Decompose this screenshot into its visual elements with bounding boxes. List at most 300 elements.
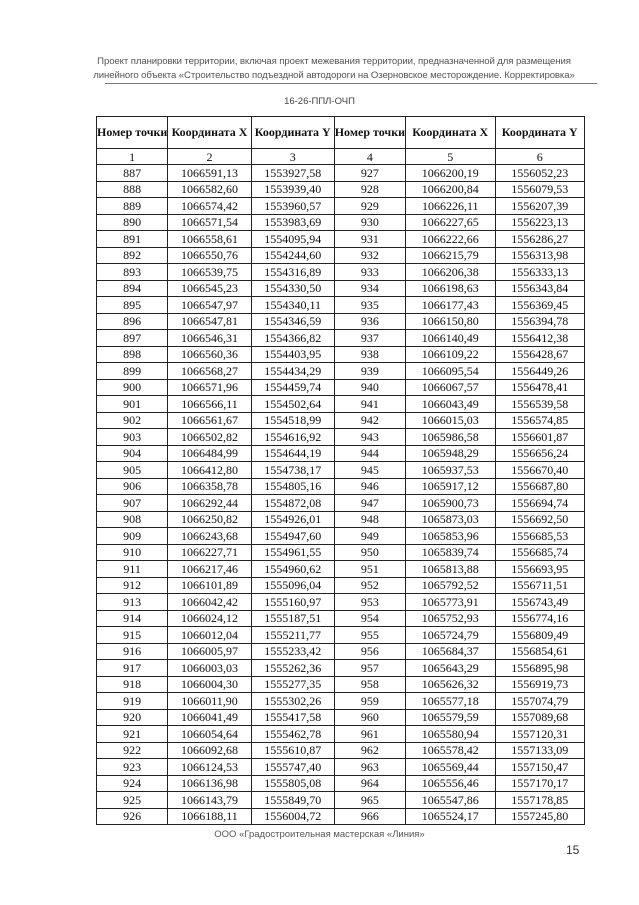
table-cell: 945 [334, 462, 405, 479]
column-number: 3 [251, 149, 334, 165]
table-cell: 1556693,95 [495, 561, 585, 578]
table-cell: 1066215,79 [406, 247, 495, 264]
table-cell: 1066041,49 [168, 709, 251, 726]
table-cell: 955 [334, 627, 405, 644]
table-cell: 949 [334, 528, 405, 545]
table-cell: 1556601,87 [495, 429, 585, 446]
table-cell: 1555747,40 [251, 759, 334, 776]
table-header-row [97, 117, 585, 149]
table-cell: 887 [97, 165, 168, 182]
table-cell: 1066547,81 [168, 313, 251, 330]
table-cell: 1556919,73 [495, 676, 585, 693]
table-cell: 935 [334, 297, 405, 314]
table-cell: 1554340,11 [251, 297, 334, 314]
table-cell: 1554459,74 [251, 379, 334, 396]
table-cell: 1066067,57 [406, 379, 495, 396]
table-cell: 927 [334, 165, 405, 182]
table-cell: 1066547,97 [168, 297, 251, 314]
table-cell: 1065917,12 [406, 478, 495, 495]
table-cell: 1066539,75 [168, 264, 251, 281]
table-cell: 961 [334, 726, 405, 743]
table-cell: 1555187,51 [251, 610, 334, 627]
table-row [97, 577, 585, 594]
table-row [97, 313, 585, 330]
table-cell: 943 [334, 429, 405, 446]
table-cell: 941 [334, 396, 405, 413]
header-divider [105, 83, 597, 84]
table-cell: 1065792,52 [406, 577, 495, 594]
table-cell: 1554095,94 [251, 231, 334, 248]
table-cell: 1065839,74 [406, 544, 495, 561]
table-cell: 1065948,29 [406, 445, 495, 462]
table-cell: 1554926,01 [251, 511, 334, 528]
table-cell: 1557245,80 [495, 808, 585, 825]
table-cell: 1066566,11 [168, 396, 251, 413]
column-header: Номер точки [334, 117, 405, 149]
table-row [97, 330, 585, 347]
table-cell: 1066484,99 [168, 445, 251, 462]
table-cell: 1556670,40 [495, 462, 585, 479]
table-cell: 1555610,87 [251, 742, 334, 759]
table-cell: 936 [334, 313, 405, 330]
coordinates-table [96, 116, 585, 825]
table-row [97, 280, 585, 297]
table-cell: 1065684,37 [406, 643, 495, 660]
table-cell: 910 [97, 544, 168, 561]
table-cell: 1065813,88 [406, 561, 495, 578]
table-cell: 904 [97, 445, 168, 462]
table-cell: 1066546,31 [168, 330, 251, 347]
table-cell: 954 [334, 610, 405, 627]
table-row [97, 528, 585, 545]
table-cell: 923 [97, 759, 168, 776]
table-cell: 1066222,66 [406, 231, 495, 248]
table-cell: 1066003,03 [168, 660, 251, 677]
table-cell: 1065524,17 [406, 808, 495, 825]
table-cell: 902 [97, 412, 168, 429]
table-cell: 1556895,98 [495, 660, 585, 677]
table-cell: 1557120,31 [495, 726, 585, 743]
table-cell: 1066200,19 [406, 165, 495, 182]
table-cell: 901 [97, 396, 168, 413]
table-row [97, 297, 585, 314]
table-cell: 1066545,23 [168, 280, 251, 297]
table-cell: 1555805,08 [251, 775, 334, 792]
table-row [97, 610, 585, 627]
table-cell: 1066206,38 [406, 264, 495, 281]
table-row [97, 462, 585, 479]
table-cell: 1066358,78 [168, 478, 251, 495]
table-cell: 898 [97, 346, 168, 363]
table-cell: 1066177,43 [406, 297, 495, 314]
document-header-line-1: Проект планировки территории, включая проект межевания территории, предназначенной для размещения [97, 56, 571, 67]
table-cell: 900 [97, 379, 168, 396]
table-cell: 1066043,49 [406, 396, 495, 413]
table-cell: 952 [334, 577, 405, 594]
column-number: 6 [495, 149, 585, 165]
table-cell: 1065724,79 [406, 627, 495, 644]
table-cell: 1066143,79 [168, 792, 251, 809]
table-cell: 931 [334, 231, 405, 248]
table-cell: 1066502,82 [168, 429, 251, 446]
table-cell: 889 [97, 198, 168, 215]
table-cell: 1553983,69 [251, 214, 334, 231]
table-cell: 1066250,82 [168, 511, 251, 528]
table-cell: 1066101,89 [168, 577, 251, 594]
table-row [97, 247, 585, 264]
table-cell: 1554330,50 [251, 280, 334, 297]
table-cell: 895 [97, 297, 168, 314]
column-header: Координата X [406, 117, 495, 149]
table-cell: 1066024,12 [168, 610, 251, 627]
table-cell: 929 [334, 198, 405, 215]
table-cell: 951 [334, 561, 405, 578]
table-cell: 1066200,84 [406, 181, 495, 198]
table-cell: 1554244,60 [251, 247, 334, 264]
table-cell: 1065752,93 [406, 610, 495, 627]
table-row [97, 511, 585, 528]
table-cell: 1066136,98 [168, 775, 251, 792]
table-cell: 939 [334, 363, 405, 380]
table-cell: 1065556,46 [406, 775, 495, 792]
table-cell: 925 [97, 792, 168, 809]
table-cell: 1556743,49 [495, 594, 585, 611]
table-cell: 891 [97, 231, 168, 248]
table-cell: 930 [334, 214, 405, 231]
table-cell: 1066558,61 [168, 231, 251, 248]
table-cell: 1557178,85 [495, 792, 585, 809]
table-cell: 893 [97, 264, 168, 281]
table-cell: 1554872,08 [251, 495, 334, 512]
table-cell: 944 [334, 445, 405, 462]
table-cell: 1556685,53 [495, 528, 585, 545]
table-cell: 1554403,95 [251, 346, 334, 363]
table-row [97, 676, 585, 693]
table-cell: 1066054,64 [168, 726, 251, 743]
table-row [97, 198, 585, 215]
document-header-line-2: линейного объекта «Строительство подъездной автодороги на Озерновское месторождение. Корректировка» [93, 70, 575, 81]
table-cell: 1065643,29 [406, 660, 495, 677]
table-cell: 1066550,76 [168, 247, 251, 264]
table-cell: 1066005,97 [168, 643, 251, 660]
column-header: Координата Y [495, 117, 585, 149]
table-cell: 1556052,23 [495, 165, 585, 182]
table-cell: 1066150,80 [406, 313, 495, 330]
table-cell: 1066292,44 [168, 495, 251, 512]
table-cell: 1555160,97 [251, 594, 334, 611]
table-cell: 946 [334, 478, 405, 495]
table-cell: 921 [97, 726, 168, 743]
table-cell: 914 [97, 610, 168, 627]
table-cell: 1066243,68 [168, 528, 251, 545]
table-row [97, 495, 585, 512]
table-row [97, 231, 585, 248]
table-cell: 942 [334, 412, 405, 429]
table-cell: 1065578,42 [406, 742, 495, 759]
table-cell: 1065986,58 [406, 429, 495, 446]
table-cell: 918 [97, 676, 168, 693]
table-cell: 947 [334, 495, 405, 512]
table-cell: 1066124,53 [168, 759, 251, 776]
table-cell: 897 [97, 330, 168, 347]
column-number-row [97, 149, 585, 165]
table-cell: 1556685,74 [495, 544, 585, 561]
table-cell: 1066095,54 [406, 363, 495, 380]
table-cell: 1556394,78 [495, 313, 585, 330]
table-row [97, 726, 585, 743]
table-cell: 959 [334, 693, 405, 710]
table-cell: 963 [334, 759, 405, 776]
table-cell: 1065900,73 [406, 495, 495, 512]
table-cell: 1554502,64 [251, 396, 334, 413]
footer-company: ООО «Градостроительная мастерская «Линия» [214, 829, 425, 840]
table-cell: 1557089,68 [495, 709, 585, 726]
table-cell: 965 [334, 792, 405, 809]
table-cell: 899 [97, 363, 168, 380]
table-cell: 896 [97, 313, 168, 330]
table-cell: 1554316,89 [251, 264, 334, 281]
table-cell: 962 [334, 742, 405, 759]
table-cell: 892 [97, 247, 168, 264]
table-cell: 916 [97, 643, 168, 660]
table-cell: 1556313,98 [495, 247, 585, 264]
table-cell: 1556774,16 [495, 610, 585, 627]
table-row [97, 396, 585, 413]
table-cell: 1554961,55 [251, 544, 334, 561]
table-row [97, 346, 585, 363]
table-cell: 937 [334, 330, 405, 347]
table-row [97, 792, 585, 809]
table-cell: 909 [97, 528, 168, 545]
table-row [97, 412, 585, 429]
table-cell: 1555233,42 [251, 643, 334, 660]
column-header: Координата X [168, 117, 251, 149]
table-row [97, 478, 585, 495]
table-cell: 1066571,96 [168, 379, 251, 396]
table-cell: 1556079,53 [495, 181, 585, 198]
table-cell: 933 [334, 264, 405, 281]
table-cell: 958 [334, 676, 405, 693]
table-row [97, 445, 585, 462]
table-cell: 966 [334, 808, 405, 825]
table-cell: 1554616,92 [251, 429, 334, 446]
table-cell: 1066140,49 [406, 330, 495, 347]
table-cell: 1557133,09 [495, 742, 585, 759]
table-cell: 1066560,36 [168, 346, 251, 363]
table-row [97, 561, 585, 578]
table-cell: 953 [334, 594, 405, 611]
table-cell: 1554346,59 [251, 313, 334, 330]
table-cell: 1065580,94 [406, 726, 495, 743]
table-cell: 1556412,38 [495, 330, 585, 347]
table-cell: 924 [97, 775, 168, 792]
table-row [97, 264, 585, 281]
table-cell: 1554738,17 [251, 462, 334, 479]
table-cell: 1556369,45 [495, 297, 585, 314]
table-cell: 1066188,11 [168, 808, 251, 825]
table-cell: 1556286,27 [495, 231, 585, 248]
table-cell: 1554518,99 [251, 412, 334, 429]
table-cell: 1065937,53 [406, 462, 495, 479]
table-cell: 1065773,91 [406, 594, 495, 611]
table-cell: 1556687,80 [495, 478, 585, 495]
table-cell: 894 [97, 280, 168, 297]
table-cell: 915 [97, 627, 168, 644]
table-row [97, 363, 585, 380]
table-cell: 1066004,30 [168, 676, 251, 693]
table-cell: 1555211,77 [251, 627, 334, 644]
table-cell: 1554434,29 [251, 363, 334, 380]
table-cell: 1065547,86 [406, 792, 495, 809]
table-cell: 950 [334, 544, 405, 561]
table-cell: 922 [97, 742, 168, 759]
table-cell: 1065579,59 [406, 709, 495, 726]
table-cell: 1557170,17 [495, 775, 585, 792]
table-cell: 960 [334, 709, 405, 726]
table-cell: 1065626,32 [406, 676, 495, 693]
table-cell: 1556223,13 [495, 214, 585, 231]
table-cell: 1066412,80 [168, 462, 251, 479]
table-cell: 1557150,47 [495, 759, 585, 776]
table-cell: 1066217,46 [168, 561, 251, 578]
table-row [97, 775, 585, 792]
table-cell: 905 [97, 462, 168, 479]
table-row [97, 594, 585, 611]
column-header: Номер точки [97, 117, 168, 149]
table-cell: 940 [334, 379, 405, 396]
table-cell: 1554644,19 [251, 445, 334, 462]
table-cell: 1556343,84 [495, 280, 585, 297]
table-cell: 1553939,40 [251, 181, 334, 198]
table-cell: 1555096,04 [251, 577, 334, 594]
table-cell: 917 [97, 660, 168, 677]
table-cell: 1066109,22 [406, 346, 495, 363]
table-cell: 1065577,18 [406, 693, 495, 710]
table-row [97, 742, 585, 759]
table-body [97, 165, 585, 825]
document-code: 16-26-ППЛ-ОЧП [284, 96, 355, 107]
column-number: 5 [406, 149, 495, 165]
table-row [97, 429, 585, 446]
table-cell: 957 [334, 660, 405, 677]
table-cell: 919 [97, 693, 168, 710]
table-cell: 1554947,60 [251, 528, 334, 545]
table-cell: 932 [334, 247, 405, 264]
table-cell: 888 [97, 181, 168, 198]
table-cell: 1557074,79 [495, 693, 585, 710]
column-header: Координата Y [251, 117, 334, 149]
table-cell: 1554960,62 [251, 561, 334, 578]
table-cell: 934 [334, 280, 405, 297]
table-row [97, 165, 585, 182]
table-cell: 912 [97, 577, 168, 594]
table-cell: 906 [97, 478, 168, 495]
table-cell: 1555262,36 [251, 660, 334, 677]
table-cell: 938 [334, 346, 405, 363]
table-cell: 1066568,27 [168, 363, 251, 380]
table-cell: 913 [97, 594, 168, 611]
column-number: 4 [334, 149, 405, 165]
table-cell: 1556656,24 [495, 445, 585, 462]
table-row [97, 643, 585, 660]
table-cell: 1556539,58 [495, 396, 585, 413]
table-cell: 1554366,82 [251, 330, 334, 347]
table-cell: 1066591,13 [168, 165, 251, 182]
table-cell: 956 [334, 643, 405, 660]
table-cell: 1556692,50 [495, 511, 585, 528]
table-cell: 1555462,78 [251, 726, 334, 743]
table-cell: 1065569,44 [406, 759, 495, 776]
table-row [97, 808, 585, 825]
table-cell: 1556711,51 [495, 577, 585, 594]
table-cell: 1556207,39 [495, 198, 585, 215]
table-cell: 1066198,63 [406, 280, 495, 297]
table-row [97, 693, 585, 710]
table-cell: 911 [97, 561, 168, 578]
table-cell: 1556478,41 [495, 379, 585, 396]
table-cell: 964 [334, 775, 405, 792]
table-cell: 1066015,03 [406, 412, 495, 429]
table-cell: 928 [334, 181, 405, 198]
table-cell: 1556694,74 [495, 495, 585, 512]
table-cell: 920 [97, 709, 168, 726]
table-cell: 1066011,90 [168, 693, 251, 710]
table-row [97, 181, 585, 198]
table-cell: 1556854,61 [495, 643, 585, 660]
table-cell: 1553960,57 [251, 198, 334, 215]
table-cell: 1554805,16 [251, 478, 334, 495]
table-row [97, 544, 585, 561]
table-cell: 1066582,60 [168, 181, 251, 198]
column-number: 1 [97, 149, 168, 165]
table-cell: 1066574,42 [168, 198, 251, 215]
table-row [97, 214, 585, 231]
table-cell: 1066227,65 [406, 214, 495, 231]
table-cell: 1555849,70 [251, 792, 334, 809]
table-cell: 890 [97, 214, 168, 231]
table-row [97, 627, 585, 644]
table-cell: 1065873,03 [406, 511, 495, 528]
table-cell: 948 [334, 511, 405, 528]
page-number: 15 [566, 843, 580, 857]
table-row [97, 709, 585, 726]
table-cell: 1066227,71 [168, 544, 251, 561]
table-cell: 1556004,72 [251, 808, 334, 825]
table-cell: 1066226,11 [406, 198, 495, 215]
table-cell: 1066561,67 [168, 412, 251, 429]
table-row [97, 379, 585, 396]
table-cell: 1066012,04 [168, 627, 251, 644]
table-cell: 1556574,85 [495, 412, 585, 429]
table-cell: 1555302,26 [251, 693, 334, 710]
table-cell: 1556449,26 [495, 363, 585, 380]
table-cell: 1556428,67 [495, 346, 585, 363]
table-cell: 926 [97, 808, 168, 825]
column-number: 2 [168, 149, 251, 165]
table-cell: 908 [97, 511, 168, 528]
table-cell: 1065853,96 [406, 528, 495, 545]
table-row [97, 759, 585, 776]
table-cell: 1555277,35 [251, 676, 334, 693]
table-cell: 1553927,58 [251, 165, 334, 182]
table-cell: 1066571,54 [168, 214, 251, 231]
table-cell: 1556809,49 [495, 627, 585, 644]
table-cell: 907 [97, 495, 168, 512]
table-row [97, 660, 585, 677]
table-cell: 1556333,13 [495, 264, 585, 281]
table-cell: 1555417,58 [251, 709, 334, 726]
table-cell: 1066092,68 [168, 742, 251, 759]
